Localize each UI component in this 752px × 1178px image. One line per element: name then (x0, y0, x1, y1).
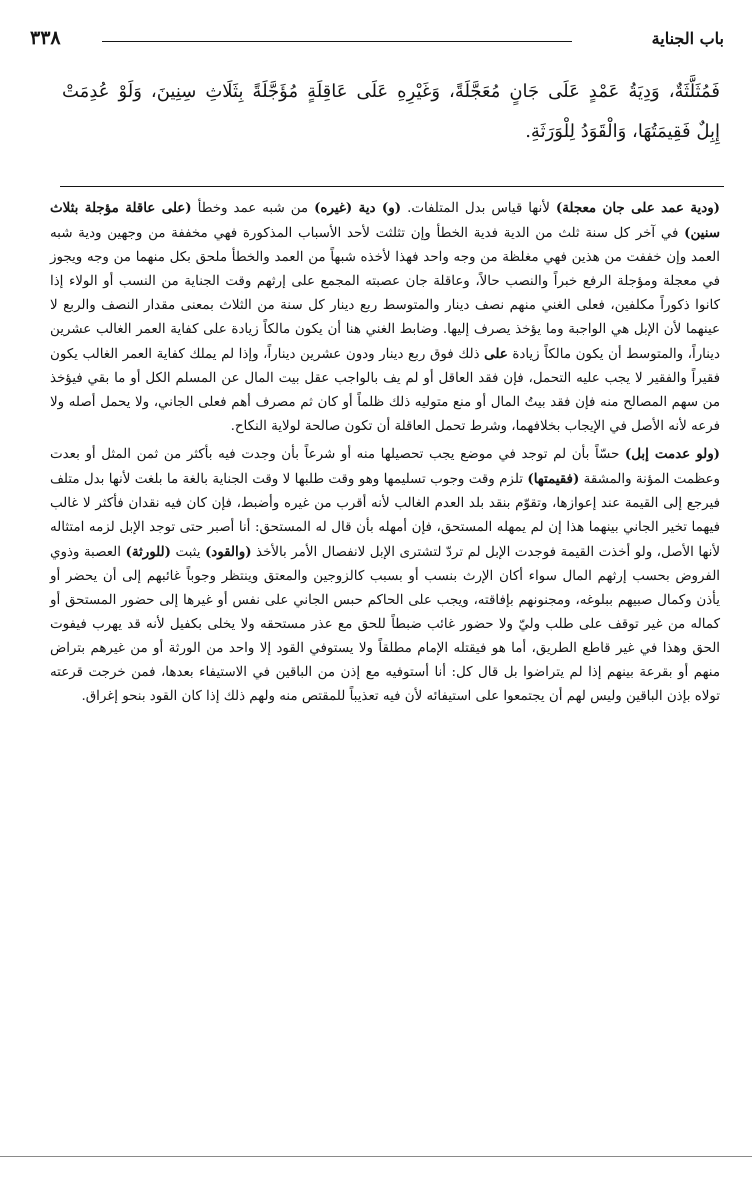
matn-quote: (ولو عدمت إبل) (624, 446, 720, 462)
page-number: ٣٣٨ (30, 27, 61, 49)
commentary-run: تلزم وقت وجوب تسليمها وهو وقت طلبها لا وقت الجناية بالغة ما بلغت لأنها بدل متلف فيرجع إلى القيمة عند إعوازها، وتقوّم بنقد بلد العدم الغالب لأنه أقرب من غيره وأضبط، فإن كان فيه نقدان فأكثر لا غالب فيهما تخير الجاني بينهما هذا إن لم يمهله المستحق، فإن أمهله بأن قال له المستحق: أنا أصبر حتى توجد الإبل لزمه امتثاله لأنها الأصل، ولو أخذت القيمة فوجدت الإبل لم تردّ لتشترى الإبل لانفصال الأمر بالأخذ (50, 472, 720, 560)
commentary-run: في آخر كل سنة ثلث من الدية فدية الخطأ وإن تثلثت لأحد الأسباب المذكورة فهي مخففة من وجهين ودية شبه العمد وإن خففت من هذين فهي مغلظة من وجه واحد فهذا لأخذه شبهاً من العمد والخطأ ملحق بكل منهما من وجه ويجوز في معجلة ومؤجلة الرفع خبراً والنصب حالاً، وعاقلة جان عصبته المجمع على إرثهم وقت الجناية من النسب أو الولاء إذا كانوا ذكوراً مكلفين، فعلى الغني منهم نصف دينار والمتوسط ربع دينار كل سنة من الثلاث بمعنى مقدار النصف والربع لا عينهما لأن الإبل هي الواجبة وما يؤخذ يصرف إليها. وضابط الغني هنا أن يكون مالكاً زيادة على كفاية العمر الغالب عشرين ديناراً، والمتوسط أن يكون مالكاً زيادة (50, 226, 720, 362)
matn-quote: (للورثة) (125, 544, 171, 560)
section-divider (60, 186, 724, 187)
matn-quote: (ودية عمد على جان معجلة) (555, 200, 720, 216)
matn-text (62, 72, 720, 152)
page-header (30, 26, 724, 52)
matn-quote: (والقود) (204, 544, 252, 560)
commentary-run: ذلك فوق ربع دينار ودون عشرين ديناراً، وإذا لم يملك كفاية العمر الغالب يكون فقيراً والفقير لا يجب عليه التحمل، فإن فقد العاقل أو لم يف بالواجب عقل بيت المال عن المسلم الكل أو ما بقي فيؤخذ من سهم المصالح منه فإن فقد بيتُ المال أو منع متوليه ذلك ظلماً أو كان ثم مصرف أهم فعلى الجاني، ولا يحمل أصله ولا فرعه لأنه الأصل في الإيجاب بخلافهما، وشرط تحمل العاقلة أن تكون صالحة لولاية النكاح. (50, 347, 720, 434)
chapter-title: باب الجناية (651, 29, 724, 48)
header-rule (102, 41, 572, 42)
page-bottom-edge (0, 1156, 752, 1157)
commentary-paragraph (50, 442, 720, 709)
matn-quote: (و) دية (غيره) (314, 200, 402, 216)
commentary-run: حسّاً بأن لم توجد في موضع يجب تحصيلها منه أو شرعاً بأن وجدت فيه بأكثر من ثمن المثل أو بعدت وعظمت المؤنة والمشقة (50, 447, 721, 487)
matn-quote: (فقيمتها) (527, 471, 580, 487)
commentary-run: العصبة وذوي الفروض بحسب إرثهم المال سواء أكان الإرث بنسب أو بسبب كالزوجين والمعتق وينتظر وجوباً غائبهم إلى أن يحضر أو يأذن وكمال صبيهم ببلوغه، ومجنونهم بإفاقته، ويجب على الحاكم حبس الجاني على نفس أو غيرها إلى حضور المستحق أو كماله من غير توقف على طلب وليّ ولا حضور غائب ضبطاً للحق مع عذر مستحقه ولا يخلى بكفيل لأنه قد يهرب فيفوت الحق وهذا في غير قاطع الطريق، أما هو فيقتله الإمام مطلقاً ولا يستوفي القود إلا واحد من الورثة أو من غيرهم بتراض منهم أو بقرعة بينهم إذا لم يتراضوا بل قال كل: أنا أستوفيه مع إذن من الباقين في الاستيفاء بعدها، فمن خرجت قرعته تولاه بإذن الباقين وليس لهم أن يجتمعوا على استيفائه لأن فيه تعذيباً للمقتص منه ولهم ذلك إذا كان القود بنحو إغراق. (50, 545, 720, 704)
matn-quote: على (484, 346, 508, 362)
matn-line: فَمُثَلَّثَةٌ، وَدِيَةُ عَمْدٍ عَلَى جَانٍ مُعَجَّلَةً، وَغَيْرِهِ عَلَى عَاقِلَةٍ مُؤَجَّلَةً بِثَلَاثِ سِنِينَ، وَلَوْ عُدِمَتْ (62, 81, 720, 102)
commentary-text (50, 196, 720, 712)
commentary-run: يثبت (170, 545, 205, 560)
commentary-run: لأنها قياس بدل المتلفات. (401, 201, 556, 216)
matn-line: إِبِلٌ فَقِيمَتُهَا، وَالْقَوَدُ لِلْوَرَثَةِ. (525, 121, 720, 142)
matn-quote: (على عاقلة مؤجلة بثلاث سنين) (50, 200, 720, 241)
commentary-paragraph (50, 196, 720, 439)
commentary-run: من شبه عمد وخطأ (191, 201, 315, 216)
